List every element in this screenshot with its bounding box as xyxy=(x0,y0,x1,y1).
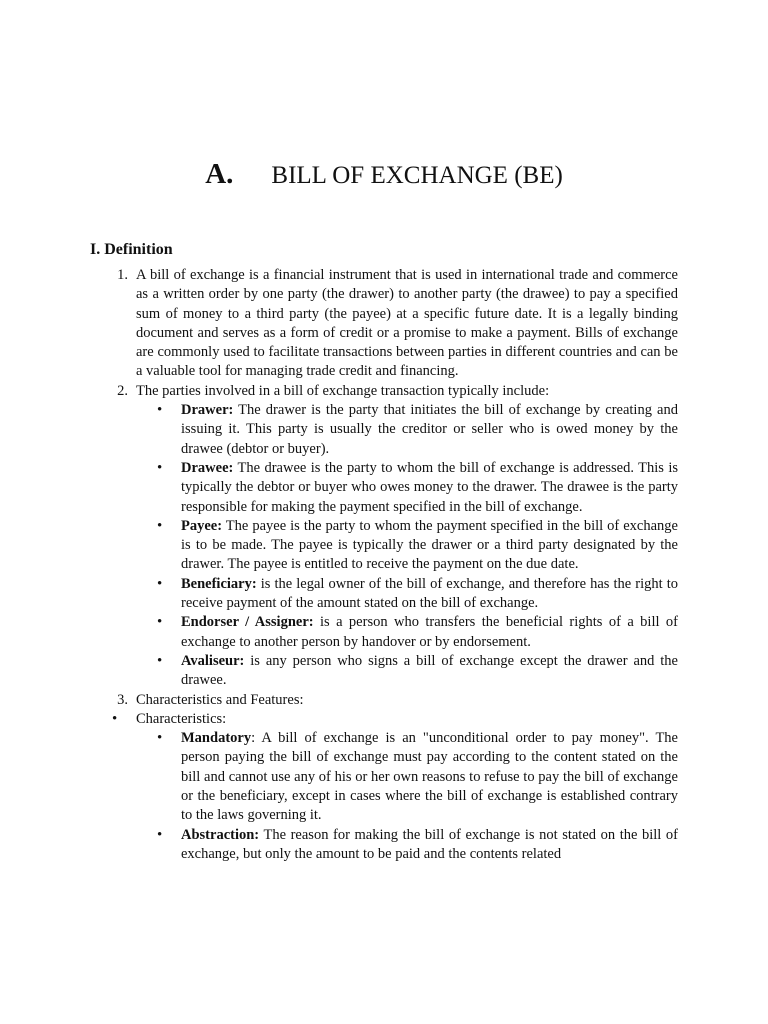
characteristic-description xyxy=(181,826,678,865)
item-text: The parties involved in a bill of exchange transaction typically include: xyxy=(136,382,550,399)
characteristic-text: The reason for making the bill of exchange is not stated on the bill of exchange, but only the amount to be paid and the contents related xyxy=(181,826,678,862)
party-description xyxy=(181,401,678,459)
item-text: Characteristics and Features: xyxy=(136,691,304,708)
bullet-icon: • xyxy=(157,730,163,747)
bullet-icon: • xyxy=(112,710,118,727)
bullet-icon: • xyxy=(157,652,163,669)
item-number: 2. xyxy=(117,382,128,399)
bullet-icon: • xyxy=(157,402,163,419)
party-description xyxy=(181,575,678,614)
item-number: 3. xyxy=(117,691,128,708)
characteristic-text: : A bill of exchange is an "unconditional order to pay money". The person paying the bill of exchange must pay according to the content stated on the bill and cannot use any of his or her own reasons to refuse to pay the bill of exchange or the beneficiary, except in cases where the bill of exchange is established contrary to the laws governing it. xyxy=(181,730,678,824)
party-text: The drawer is the party that initiates the bill of exchange by creating and issuing it. This party is usually the creditor or seller who is owed money by the drawee (debtor or buyer). xyxy=(181,402,678,457)
bullet-icon: • xyxy=(157,826,163,843)
bullet-icon: • xyxy=(157,614,163,631)
party-text: is a person who transfers the beneficial rights of a bill of exchange to another person by handover or by endorsement. xyxy=(181,614,678,650)
party-term: Drawer: xyxy=(181,402,234,419)
party-item-avaliseur xyxy=(0,652,768,691)
party-text: is any person who signs a bill of exchange except the drawer and the drawee. xyxy=(181,652,678,689)
item-text: A bill of exchange is a financial instrument that is used in international trade and commerce as a written order by one party (the drawer) to another party (the drawee) to pay a specified sum of money to a third party (the payee) at a specific future date. It is a legally binding document and serves as a form of credit or a promise to make a payment. Bills of exchange are commonly used to facilitate transactions between parties in different countries and can be a valuable tool for managing trade credit and financing. xyxy=(136,267,678,380)
page-title xyxy=(0,156,768,194)
party-description xyxy=(181,517,678,575)
characteristics-label: Characteristics: xyxy=(136,710,227,727)
party-description xyxy=(181,459,678,517)
document-body xyxy=(0,266,768,864)
party-term: Endorser / Assigner: xyxy=(181,614,314,631)
bullet-icon: • xyxy=(157,517,163,534)
party-item-drawer xyxy=(0,401,768,459)
party-description xyxy=(181,652,678,691)
bullet-icon: • xyxy=(157,575,163,592)
party-item-drawee xyxy=(0,459,768,517)
party-text: The payee is the party to whom the payment specified in the bill of exchange is to be made. The payee is typically the drawer or a third party designated by the drawer. The payee is entitled to receive the payment on the due date. xyxy=(181,517,678,573)
bullet-icon: • xyxy=(157,459,163,476)
characteristic-description xyxy=(181,729,678,825)
party-item-payee xyxy=(0,517,768,575)
numbered-item-1 xyxy=(0,266,768,382)
party-item-endorser xyxy=(0,613,768,652)
party-term: Beneficiary: xyxy=(181,575,257,592)
characteristics-item xyxy=(0,710,768,729)
numbered-item-3 xyxy=(0,691,768,710)
characteristic-abstraction xyxy=(0,826,768,865)
party-term: Payee: xyxy=(181,517,223,534)
title-letter: A. xyxy=(205,158,234,190)
party-term: Avaliseur: xyxy=(181,652,245,669)
party-text: is the legal owner of the bill of exchange, and therefore has the right to receive payment of the amount stated on the bill of exchange. xyxy=(181,575,678,612)
party-text: The drawee is the party to whom the bill of exchange is addressed. This is typically the debtor or buyer who owes money to the drawer. The drawee is the party responsible for making the payment specified in the bill of exchange. xyxy=(181,459,678,515)
title-text: BILL OF EXCHANGE (BE) xyxy=(271,162,563,189)
numbered-item-2 xyxy=(0,382,768,401)
characteristic-term: Abstraction: xyxy=(181,826,260,843)
party-item-beneficiary xyxy=(0,575,768,614)
item-number: 1. xyxy=(117,267,128,283)
section-heading: I. Definition xyxy=(90,241,173,258)
characteristic-term: Mandatory xyxy=(181,730,252,747)
party-description xyxy=(181,613,678,652)
party-term: Drawee: xyxy=(181,459,234,476)
characteristic-mandatory xyxy=(0,729,768,825)
